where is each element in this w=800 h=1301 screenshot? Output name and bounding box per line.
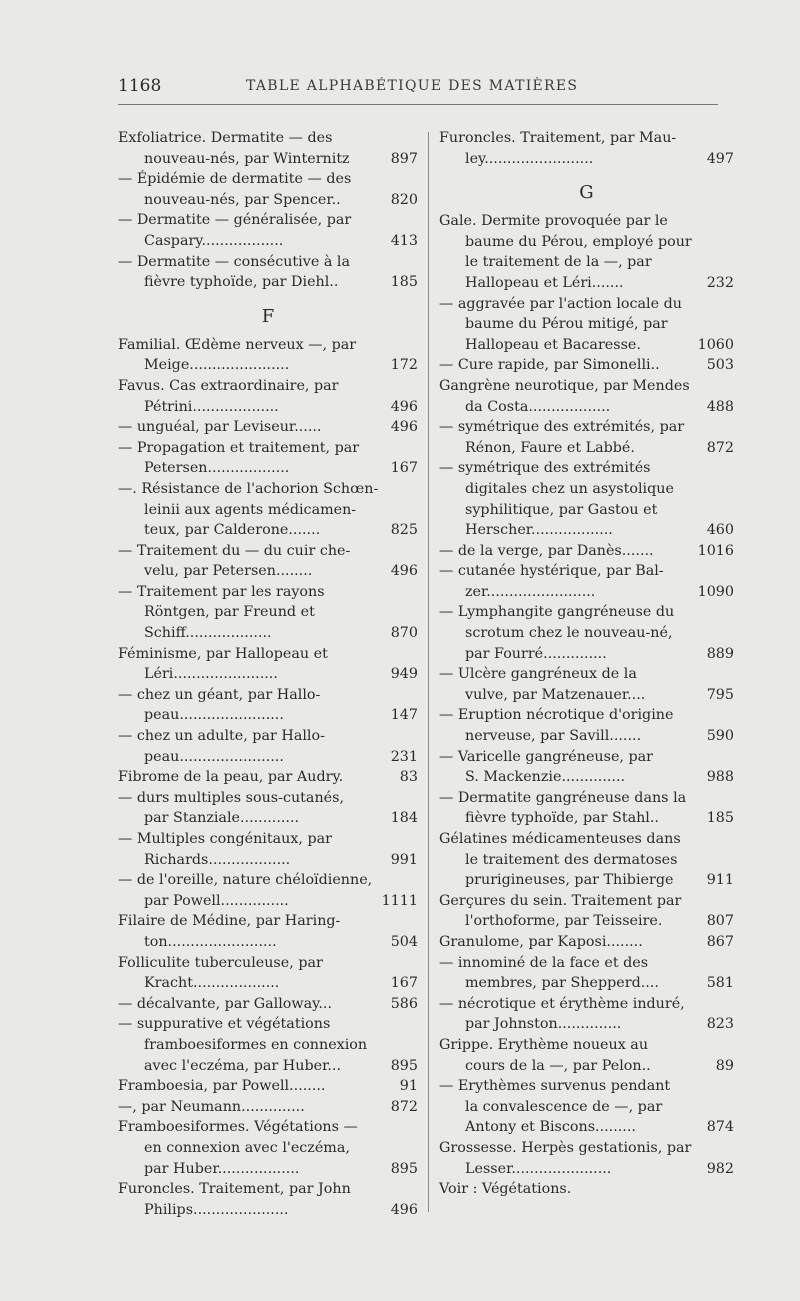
entry-text: — Épidémie de dermatite — des bbox=[118, 171, 352, 188]
index-line bbox=[439, 623, 734, 644]
entry-text: Favus. Cas extraordinaire, par bbox=[118, 377, 339, 394]
page-reference: 825 bbox=[390, 522, 418, 539]
page-reference: 949 bbox=[390, 666, 418, 683]
entry-text: — Dermatite gangréneuse dans la bbox=[439, 789, 687, 806]
entry-text: — chez un géant, par Hallo- bbox=[118, 686, 321, 703]
index-line bbox=[439, 973, 734, 994]
index-line bbox=[118, 1200, 418, 1221]
index-line bbox=[439, 747, 734, 768]
index-line bbox=[118, 128, 418, 149]
index-line bbox=[118, 479, 418, 500]
entry-text: — unguéal, par Leviseur...... bbox=[118, 419, 322, 436]
entry-text: Röntgen, par Freund et bbox=[144, 604, 315, 621]
entry-text: vulve, par Matzenauer.... bbox=[465, 686, 646, 703]
page-reference: 167 bbox=[390, 975, 418, 992]
index-line bbox=[118, 520, 418, 541]
column-divider bbox=[428, 132, 429, 1212]
index-line bbox=[118, 458, 418, 479]
page-reference: 897 bbox=[390, 150, 418, 167]
index-line bbox=[118, 1035, 418, 1056]
page-reference: 91 bbox=[399, 1078, 418, 1095]
index-line bbox=[439, 500, 734, 521]
index-line bbox=[118, 541, 418, 562]
entry-text: Gangrène neurotique, par Mendes bbox=[439, 377, 690, 394]
page-reference: 823 bbox=[706, 1016, 734, 1033]
index-line bbox=[118, 953, 418, 974]
index-line bbox=[118, 767, 418, 788]
index-line bbox=[439, 252, 734, 273]
entry-text: Fibrome de la peau, par Audry. bbox=[118, 769, 344, 786]
entry-text: teux, par Calderone....... bbox=[144, 522, 321, 539]
index-line bbox=[118, 911, 418, 932]
entry-text: fièvre typhoïde, par Stahl.. bbox=[465, 810, 659, 827]
index-line bbox=[439, 911, 734, 932]
entry-text: Granulome, par Kaposi........ bbox=[439, 933, 643, 950]
entry-text: l'orthoforme, par Teisseire. bbox=[465, 913, 663, 930]
entry-text: Grippe. Erythème noueux au bbox=[439, 1036, 649, 1053]
entry-text: Féminisme, par Hallopeau et bbox=[118, 645, 328, 662]
section-letter: F bbox=[261, 305, 275, 327]
index-line bbox=[439, 726, 734, 747]
index-line bbox=[439, 582, 734, 603]
page-reference: 488 bbox=[706, 398, 734, 415]
entry-text: — durs multiples sous-cutanés, bbox=[118, 789, 344, 806]
entry-text: — Lymphangite gangréneuse du bbox=[439, 604, 675, 621]
entry-text: par Stanziale............. bbox=[144, 810, 300, 827]
page-reference: 496 bbox=[390, 1201, 418, 1218]
page-reference: 167 bbox=[390, 460, 418, 477]
index-line bbox=[118, 582, 418, 603]
entry-text: — symétrique des extrémités, par bbox=[439, 419, 685, 436]
index-line bbox=[118, 788, 418, 809]
index-line bbox=[118, 335, 418, 356]
entry-text: ley........................ bbox=[465, 150, 594, 167]
index-line bbox=[439, 767, 734, 788]
index-line bbox=[118, 561, 418, 582]
index-line bbox=[439, 953, 734, 974]
entry-text: Gerçures du sein. Traitement par bbox=[439, 892, 682, 909]
index-line bbox=[439, 788, 734, 809]
entry-text: — Eruption nécrotique d'origine bbox=[439, 707, 674, 724]
entry-text: scrotum chez le nouveau-né, bbox=[465, 625, 673, 642]
page-reference: 991 bbox=[390, 851, 418, 868]
index-line bbox=[118, 355, 418, 376]
entry-text: membres, par Shepperd.... bbox=[465, 975, 659, 992]
entry-text: framboesiformes en connexion bbox=[144, 1036, 368, 1053]
entry-text: nouveau-nés, par Winternitz bbox=[144, 150, 350, 167]
entry-text: Furoncles. Traitement, par John bbox=[118, 1181, 351, 1198]
entry-text: Gélatines médicamenteuses dans bbox=[439, 831, 681, 847]
index-line bbox=[439, 1035, 734, 1056]
entry-text: Meige...................... bbox=[144, 357, 290, 374]
index-line bbox=[118, 870, 418, 891]
index-line bbox=[118, 808, 418, 829]
header-rule bbox=[118, 104, 718, 105]
page-reference: 820 bbox=[390, 191, 418, 208]
page-reference: 867 bbox=[706, 933, 734, 950]
entry-text: Grossesse. Herpès gestationis, par bbox=[439, 1139, 692, 1156]
index-line bbox=[439, 602, 734, 623]
index-line bbox=[439, 417, 734, 438]
index-line bbox=[118, 664, 418, 685]
index-line bbox=[439, 808, 734, 829]
entry-text: — Traitement du — du cuir che- bbox=[118, 542, 351, 559]
entry-text: — Erythèmes survenus pendant bbox=[439, 1078, 671, 1095]
index-line bbox=[118, 1179, 418, 1200]
entry-text: —, par Neumann.............. bbox=[118, 1098, 305, 1115]
entry-text: Voir : Végétations. bbox=[439, 1181, 572, 1198]
index-line bbox=[439, 479, 734, 500]
entry-text: syphilitique, par Gastou et bbox=[465, 501, 658, 518]
entry-text: —. Résistance de l'achorion Schœn- bbox=[118, 480, 379, 497]
page-reference: 496 bbox=[390, 563, 418, 580]
index-line bbox=[439, 458, 734, 479]
entry-text: Kracht................... bbox=[144, 975, 280, 992]
index-line bbox=[118, 932, 418, 953]
page-reference: 185 bbox=[390, 274, 418, 291]
index-line bbox=[118, 231, 418, 252]
entry-text: Antony et Biscons......... bbox=[465, 1119, 636, 1136]
index-line bbox=[118, 829, 418, 850]
index-line bbox=[118, 397, 418, 418]
entry-text: Philips..................... bbox=[144, 1201, 289, 1218]
index-line bbox=[118, 210, 418, 231]
index-line bbox=[439, 149, 734, 170]
page-reference: 586 bbox=[390, 995, 418, 1012]
entry-text: baume du Pérou mitigé, par bbox=[465, 316, 668, 333]
page-reference: 1060 bbox=[697, 336, 734, 353]
entry-text: — Multiples congénitaux, par bbox=[118, 831, 332, 847]
entry-text: Hallopeau et Bacaresse. bbox=[465, 336, 641, 353]
page-reference: 1090 bbox=[697, 583, 734, 600]
entry-text: — nécrotique et érythème induré, bbox=[439, 995, 685, 1012]
index-line bbox=[118, 623, 418, 644]
index-line bbox=[118, 1014, 418, 1035]
entry-text: avec l'eczéma, par Huber... bbox=[144, 1057, 341, 1074]
entry-text: Pétrini................... bbox=[144, 398, 279, 415]
index-line bbox=[118, 190, 418, 211]
index-line bbox=[439, 314, 734, 335]
index-line bbox=[118, 1117, 418, 1138]
entry-text: — Dermatite — consécutive à la bbox=[118, 253, 350, 270]
page-reference: 496 bbox=[390, 419, 418, 436]
entry-text: Framboesia, par Powell........ bbox=[118, 1078, 326, 1095]
index-line bbox=[118, 850, 418, 871]
page-reference: 874 bbox=[706, 1119, 734, 1136]
page-reference: 172 bbox=[390, 357, 418, 374]
page-reference: 889 bbox=[706, 645, 734, 662]
entry-text: Filaire de Médine, par Haring- bbox=[118, 913, 341, 930]
entry-text: Folliculite tuberculeuse, par bbox=[118, 954, 323, 971]
running-title: TABLE ALPHABÉTIQUE DES MATIÈRES bbox=[246, 78, 579, 94]
index-line bbox=[439, 520, 734, 541]
entry-text: Framboesiformes. Végétations — bbox=[118, 1119, 358, 1136]
entry-text: peau....................... bbox=[144, 748, 284, 765]
index-line bbox=[118, 685, 418, 706]
page-reference: 1111 bbox=[381, 892, 418, 909]
index-line bbox=[439, 376, 734, 397]
entry-text: par Powell............... bbox=[144, 892, 289, 909]
index-line bbox=[118, 747, 418, 768]
entry-text: — Dermatite — généralisée, par bbox=[118, 212, 352, 229]
entry-text: — Ulcère gangréneux de la bbox=[439, 666, 637, 683]
page-reference: 232 bbox=[706, 274, 734, 291]
entry-text: la convalescence de —, par bbox=[465, 1098, 663, 1115]
page-reference: 231 bbox=[390, 748, 418, 765]
index-line bbox=[439, 232, 734, 253]
page-reference: 590 bbox=[706, 728, 734, 745]
entry-text: nerveuse, par Savill....... bbox=[465, 728, 642, 745]
entry-text: da Costa.................. bbox=[465, 398, 611, 415]
page-reference: 184 bbox=[390, 810, 418, 827]
index-line bbox=[439, 397, 734, 418]
entry-text: Lesser...................... bbox=[465, 1160, 612, 1177]
page-reference: 911 bbox=[706, 872, 734, 889]
entry-text: Hallopeau et Léri....... bbox=[465, 274, 624, 291]
index-line bbox=[118, 149, 418, 170]
index-line bbox=[439, 561, 734, 582]
index-line bbox=[118, 644, 418, 665]
index-line bbox=[439, 541, 734, 562]
index-line bbox=[439, 335, 734, 356]
entry-text: leinii aux agents médicamen- bbox=[144, 501, 357, 518]
page-reference: 497 bbox=[706, 150, 734, 167]
entry-text: — Propagation et traitement, par bbox=[118, 439, 360, 456]
index-line bbox=[439, 294, 734, 315]
index-line bbox=[439, 1076, 734, 1097]
page-reference: 795 bbox=[706, 686, 734, 703]
entry-text: zer........................ bbox=[465, 583, 596, 600]
index-line bbox=[439, 211, 734, 232]
entry-text: Familial. Œdème nerveux —, par bbox=[118, 336, 357, 353]
index-line bbox=[439, 1159, 734, 1180]
entry-text: en connexion avec l'eczéma, bbox=[144, 1139, 350, 1156]
index-line bbox=[118, 169, 418, 190]
page-reference: 147 bbox=[390, 707, 418, 724]
entry-text: — chez un adulte, par Hallo- bbox=[118, 728, 325, 745]
index-line bbox=[439, 355, 734, 376]
index-line bbox=[439, 932, 734, 953]
entry-text: — Traitement par les rayons bbox=[118, 583, 325, 600]
index-line bbox=[439, 1179, 734, 1200]
page-reference: 504 bbox=[390, 933, 418, 950]
index-line bbox=[118, 417, 418, 438]
index-line bbox=[439, 685, 734, 706]
entry-text: Herscher.................. bbox=[465, 522, 613, 539]
entry-text: Léri....................... bbox=[144, 666, 278, 683]
index-line bbox=[439, 705, 734, 726]
index-line bbox=[439, 128, 734, 149]
section-letter: G bbox=[579, 182, 594, 204]
index-line bbox=[118, 726, 418, 747]
page-reference: 581 bbox=[706, 975, 734, 992]
index-line bbox=[439, 1014, 734, 1035]
index-line bbox=[118, 891, 418, 912]
index-line bbox=[439, 664, 734, 685]
index-line bbox=[439, 1138, 734, 1159]
page-reference: 872 bbox=[706, 439, 734, 456]
page-reference: 89 bbox=[715, 1057, 734, 1074]
entry-text: — de l'oreille, nature chéloïdienne, bbox=[118, 872, 373, 889]
entry-text: Furoncles. Traitement, par Mau- bbox=[439, 130, 677, 146]
entry-text: digitales chez un asystolique bbox=[465, 480, 674, 497]
entry-text: Exfoliatrice. Dermatite — des bbox=[118, 130, 333, 146]
page-reference: 807 bbox=[706, 913, 734, 930]
entry-text: nouveau-nés, par Spencer.. bbox=[144, 191, 341, 208]
index-line bbox=[439, 850, 734, 871]
entry-text: — cutanée hystérique, par Bal- bbox=[439, 563, 664, 580]
entry-text: le traitement de la —, par bbox=[465, 254, 652, 271]
entry-text: — aggravée par l'action locale du bbox=[439, 295, 682, 312]
index-line bbox=[118, 1138, 418, 1159]
entry-text: Richards.................. bbox=[144, 851, 291, 868]
entry-text: par Johnston.............. bbox=[465, 1016, 622, 1033]
entry-text: par Fourré.............. bbox=[465, 645, 607, 662]
entry-text: — innominé de la face et des bbox=[439, 954, 649, 971]
entry-text: prurigineuses, par Thibierge bbox=[465, 872, 674, 889]
index-line bbox=[439, 829, 734, 850]
index-line bbox=[118, 1076, 418, 1097]
entry-text: — symétrique des extrémités bbox=[439, 460, 651, 477]
page-reference: 988 bbox=[706, 769, 734, 786]
page-number: 1168 bbox=[118, 76, 162, 96]
index-line bbox=[118, 994, 418, 1015]
index-line bbox=[118, 1056, 418, 1077]
entry-text: Petersen.................. bbox=[144, 460, 290, 477]
entry-text: — Cure rapide, par Simonelli.. bbox=[439, 357, 660, 374]
index-line bbox=[439, 1097, 734, 1118]
entry-text: Gale. Dermite provoquée par le bbox=[439, 213, 668, 230]
page-header bbox=[118, 76, 718, 98]
right-index-column bbox=[439, 128, 734, 1200]
index-line bbox=[118, 602, 418, 623]
entry-text: Schiff................... bbox=[144, 625, 272, 642]
page-reference: 83 bbox=[399, 769, 418, 786]
index-line bbox=[439, 438, 734, 459]
entry-text: cours de la —, par Pelon.. bbox=[465, 1057, 651, 1074]
index-line bbox=[439, 1056, 734, 1077]
index-line bbox=[118, 1097, 418, 1118]
page-reference: 496 bbox=[390, 398, 418, 415]
page-reference: 185 bbox=[706, 810, 734, 827]
index-line bbox=[118, 1159, 418, 1180]
entry-text: le traitement des dermatoses bbox=[465, 851, 678, 868]
entry-text: velu, par Petersen........ bbox=[144, 563, 313, 580]
entry-text: Caspary.................. bbox=[144, 232, 284, 249]
page-reference: 982 bbox=[706, 1160, 734, 1177]
page-reference: 895 bbox=[390, 1057, 418, 1074]
index-line bbox=[118, 973, 418, 994]
page-reference: 1016 bbox=[697, 542, 734, 559]
index-line bbox=[439, 273, 734, 294]
page-reference: 872 bbox=[390, 1098, 418, 1115]
index-line bbox=[118, 272, 418, 293]
page-reference: 460 bbox=[706, 522, 734, 539]
entry-text: baume du Pérou, employé pour bbox=[465, 233, 692, 250]
page-reference: 503 bbox=[706, 357, 734, 374]
entry-text: fièvre typhoïde, par Diehl.. bbox=[144, 274, 339, 291]
entry-text: — décalvante, par Galloway... bbox=[118, 995, 332, 1012]
entry-text: — Varicelle gangréneuse, par bbox=[439, 748, 654, 765]
index-line bbox=[439, 994, 734, 1015]
page-reference: 895 bbox=[390, 1160, 418, 1177]
entry-text: S. Mackenzie.............. bbox=[465, 769, 626, 786]
index-line bbox=[118, 705, 418, 726]
left-index-column bbox=[118, 128, 418, 1220]
index-line bbox=[439, 870, 734, 891]
entry-text: — suppurative et végétations bbox=[118, 1016, 331, 1033]
index-line bbox=[439, 1117, 734, 1138]
index-line bbox=[439, 891, 734, 912]
index-line bbox=[439, 644, 734, 665]
entry-text: ton........................ bbox=[144, 933, 277, 950]
index-line bbox=[118, 252, 418, 273]
index-line bbox=[118, 500, 418, 521]
index-line bbox=[118, 376, 418, 397]
entry-text: — de la verge, par Danès....... bbox=[439, 542, 654, 559]
entry-text: peau....................... bbox=[144, 707, 284, 724]
index-line bbox=[118, 438, 418, 459]
page-reference: 870 bbox=[390, 625, 418, 642]
entry-text: Rénon, Faure et Labbé. bbox=[465, 439, 635, 456]
page-reference: 413 bbox=[390, 232, 418, 249]
entry-text: par Huber.................. bbox=[144, 1160, 300, 1177]
